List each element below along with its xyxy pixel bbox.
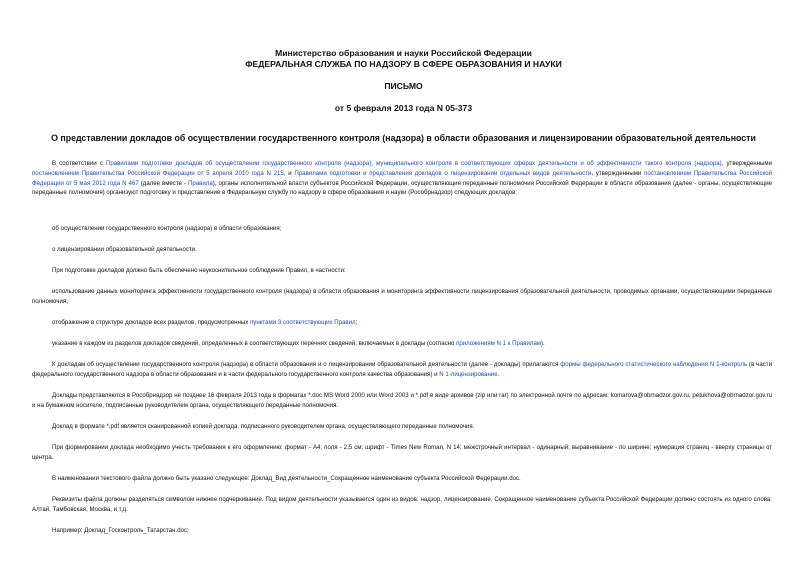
paragraph-example: Например: Доклад_Госконтроль_Татарстан.doc; [52,527,189,534]
paragraph-attachments: К докладам об осуществлении государственного контроля (надзора) в области образования и о лицензировании образовательной деятельности (далее - доклады) прилагаются формы федерального статистического наблюдения N 1-контроль (в части федерального государственного надзора в области образования и в части федерального государственного контроля качества образования) и N 1-лицензирование. [32,361,772,378]
link-form-1-control[interactable]: формы федерального статистического наблюдения N 1-контроль [560,361,748,368]
link-appendix-1[interactable]: приложениям N 1 к Правилам [456,340,542,347]
paragraph-formatting: При формировании доклада необходимо учесть требования к его оформлению: формат - А4; поля - 2,5 см; шрифт - Times New Roman, N 14; межстрочный интервал - одинарный; выравнивание - по ширине; нумерация страниц - вверху страницы от центра. [32,444,772,461]
document-date-number: от 5 февраля 2013 года N 05-373 [334,103,473,113]
paragraph-monitoring: использование данных мониторинга эффективности государственного контроля (надзора) в области образования и мониторинга эффективности лицензирования образовательной деятельности, проводимых органами, осуществляющими переданные полномочия; [32,288,772,305]
paragraph-report-control: об осуществлении государственного контроля (надзора) в области образования; [52,225,282,232]
link-rules-item-3[interactable]: пунктами 3 соответствующих Правил [249,319,356,326]
link-form-1-licensing[interactable]: N 1-лицензирование [439,370,498,378]
link-rules-control-reports[interactable]: Правилами подготовки докладов об осуществлении государственного контроля (надзора), муниципального контроля в соответствующих сферах деятельности и об эффективности такого контроля (надзора) [106,160,722,167]
link-decree-467[interactable]: постановлением Правительства Российской Федерации от 5 мая 2012 года N 467 [32,169,773,187]
link-rules-licensing-reports[interactable]: Правилами подготовки и представления докладов о лицензировании отдельных видов деятельности [294,169,592,177]
paragraph-sections: указание в каждом из разделов докладов сведений, определенных в соответствующих перечнях сведений, включаемых в доклады (согласно приложениям N 1 к Правилам). [52,340,545,347]
paragraph-file-requisites: Реквизиты файла должны разделяться символом нижнее подчеркивание. Под видом деятельности указывается один из видов: надзор, лицензирование. Сокращенное наименование субъекта Российской Федерации должно состоять из одного слова: Алтай, Тамбовская, Москва, и т.д. [32,496,772,513]
service-name: ФЕДЕРАЛЬНАЯ СЛУЖБА ПО НАДЗОРУ В СФЕРЕ ОБРАЗОВАНИЯ И НАУКИ [245,59,562,69]
paragraph-pdf-format: Доклад в формате *.pdf является сканированной копией доклада, подписанного руководителем органа, осуществляющего переданные полномочия. [52,423,475,430]
paragraph-file-name: В наименовании текстового файла должно быть указано следующее: Доклад_Вид деятельности_Сокращенное наименование субъекта Российской Федерации.doc. [52,475,521,482]
paragraph-report-licensing: о лицензировании образовательной деятельности. [52,246,197,253]
link-decree-215[interactable]: постановлением Правительства Российской Федерации от 5 апреля 2010 года N 215 [32,169,284,177]
paragraph-intro: В соответствии с Правилами подготовки докладов об осуществлении государственного контроля (надзора), муниципального контроля в соответствующих сферах деятельности и об эффективности такого контроля (надзора), утвержденными постановлением Правительства Российской Федерации от 5 апреля 2010 года N 215, и Правилами подготовки и представления докладов о лицензировании отдельных видов деятельности, утвержденными постановлением Правительства Российской Федерации от 5 мая 2012 года N 467 (далее вместе - Правила), органы исполнительной власти субъектов Российской Федерации, осуществляющие переданные полномочия Российской Федерации в области образования (далее - органы, осуществляющие переданные полномочия) организуют подготовку и представление в Федеральную службу по надзору в сфере образования и науки (Рособрнадзор) следующих докладов: [32,160,773,197]
document-type: ПИСЬМО [384,81,423,91]
paragraph-requirements: При подготовке докладов должно быть обеспечено неукоснительное соблюдение Правил, в частности: [52,267,346,274]
paragraph-structure: отображение в структуре докладов всех разделов, предусмотренных пунктами 3 соответствующих Правил; [52,319,358,326]
paragraph-deadline: Доклады представляются в Рособрнадзор не позднее 16 февраля 2013 года в форматах *.doc MS Word 2000 или Word 2003 и *.pdf в виде архивов (zip или rar) по электронной почте по адресам: komarova@obrnadzor.gov.ru, petukhova@obrnadzor.gov.ru и на бумажном носителе, подписанные руководителем органа, осуществляющего переданные полномочия. [32,392,772,409]
ministry-name: Министерство образования и науки Российской Федерации [275,48,532,58]
document-subject: О представлении докладов об осуществлении государственного контроля (надзора) в области образования и лицензировании образовательной деятельности [51,133,756,143]
link-rules[interactable]: Правила [188,179,213,187]
